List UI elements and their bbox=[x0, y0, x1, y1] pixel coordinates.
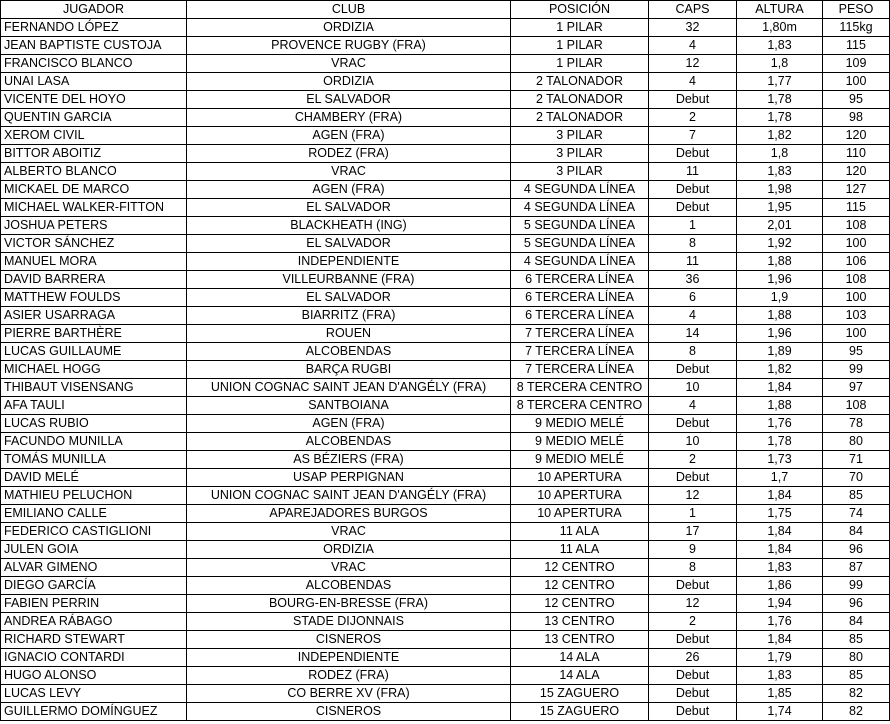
caps-cell: Debut bbox=[649, 703, 737, 721]
table-row bbox=[1, 523, 890, 541]
caps-cell: 9 bbox=[649, 541, 737, 559]
player-name-cell: JULEN GOIA bbox=[1, 541, 187, 559]
table-row bbox=[1, 541, 890, 559]
weight-cell: 82 bbox=[823, 703, 890, 721]
position-cell: 14 ALA bbox=[511, 649, 649, 667]
weight-cell: 82 bbox=[823, 685, 890, 703]
club-cell: ALCOBENDAS bbox=[187, 343, 511, 361]
caps-cell: Debut bbox=[649, 199, 737, 217]
table-body bbox=[1, 19, 890, 721]
weight-cell: 78 bbox=[823, 415, 890, 433]
club-cell: SANTBOIANA bbox=[187, 397, 511, 415]
club-cell: EL SALVADOR bbox=[187, 289, 511, 307]
caps-cell: Debut bbox=[649, 469, 737, 487]
table-row bbox=[1, 181, 890, 199]
weight-cell: 106 bbox=[823, 253, 890, 271]
weight-cell: 84 bbox=[823, 613, 890, 631]
club-cell: PROVENCE RUGBY (FRA) bbox=[187, 37, 511, 55]
player-name-cell: IGNACIO CONTARDI bbox=[1, 649, 187, 667]
player-name-cell: DAVID BARRERA bbox=[1, 271, 187, 289]
height-cell: 1,76 bbox=[737, 613, 823, 631]
player-name-cell: TOMÁS MUNILLA bbox=[1, 451, 187, 469]
weight-cell: 99 bbox=[823, 577, 890, 595]
weight-cell: 71 bbox=[823, 451, 890, 469]
player-name-cell: PIERRE BARTHÈRE bbox=[1, 325, 187, 343]
club-cell: AS BÉZIERS (FRA) bbox=[187, 451, 511, 469]
caps-cell: 4 bbox=[649, 397, 737, 415]
club-cell: ALCOBENDAS bbox=[187, 577, 511, 595]
player-name-cell: MICKAEL DE MARCO bbox=[1, 181, 187, 199]
weight-cell: 115kg bbox=[823, 19, 890, 37]
caps-cell: 32 bbox=[649, 19, 737, 37]
weight-cell: 80 bbox=[823, 433, 890, 451]
height-cell: 1,77 bbox=[737, 73, 823, 91]
weight-cell: 96 bbox=[823, 541, 890, 559]
position-cell: 15 ZAGUERO bbox=[511, 703, 649, 721]
caps-cell: 10 bbox=[649, 433, 737, 451]
position-cell: 3 PILAR bbox=[511, 127, 649, 145]
table-row bbox=[1, 667, 890, 685]
weight-cell: 87 bbox=[823, 559, 890, 577]
weight-cell: 95 bbox=[823, 343, 890, 361]
table-row bbox=[1, 559, 890, 577]
column-header-club: CLUB bbox=[187, 1, 511, 19]
caps-cell: 10 bbox=[649, 379, 737, 397]
player-name-cell: LUCAS LEVY bbox=[1, 685, 187, 703]
caps-cell: 6 bbox=[649, 289, 737, 307]
player-name-cell: ALVAR GIMENO bbox=[1, 559, 187, 577]
player-name-cell: VICENTE DEL HOYO bbox=[1, 91, 187, 109]
weight-cell: 97 bbox=[823, 379, 890, 397]
table-row bbox=[1, 415, 890, 433]
position-cell: 2 TALONADOR bbox=[511, 91, 649, 109]
height-cell: 1,89 bbox=[737, 343, 823, 361]
caps-cell: Debut bbox=[649, 91, 737, 109]
table-row bbox=[1, 397, 890, 415]
position-cell: 6 TERCERA LÍNEA bbox=[511, 307, 649, 325]
table-row bbox=[1, 37, 890, 55]
position-cell: 12 CENTRO bbox=[511, 559, 649, 577]
club-cell: ROUEN bbox=[187, 325, 511, 343]
player-name-cell: JOSHUA PETERS bbox=[1, 217, 187, 235]
player-name-cell: FEDERICO CASTIGLIONI bbox=[1, 523, 187, 541]
weight-cell: 100 bbox=[823, 289, 890, 307]
position-cell: 2 TALONADOR bbox=[511, 109, 649, 127]
weight-cell: 85 bbox=[823, 631, 890, 649]
height-cell: 1,73 bbox=[737, 451, 823, 469]
club-cell: CISNEROS bbox=[187, 631, 511, 649]
club-cell: ORDIZIA bbox=[187, 73, 511, 91]
height-cell: 1,74 bbox=[737, 703, 823, 721]
position-cell: 5 SEGUNDA LÍNEA bbox=[511, 235, 649, 253]
height-cell: 1,78 bbox=[737, 433, 823, 451]
position-cell: 11 ALA bbox=[511, 541, 649, 559]
caps-cell: 2 bbox=[649, 613, 737, 631]
height-cell: 1,83 bbox=[737, 163, 823, 181]
caps-cell: Debut bbox=[649, 361, 737, 379]
player-name-cell: GUILLERMO DOMÍNGUEZ bbox=[1, 703, 187, 721]
player-name-cell: AFA TAULI bbox=[1, 397, 187, 415]
club-cell: CHAMBERY (FRA) bbox=[187, 109, 511, 127]
column-header-altura: ALTURA bbox=[737, 1, 823, 19]
height-cell: 1,85 bbox=[737, 685, 823, 703]
table-row bbox=[1, 613, 890, 631]
position-cell: 7 TERCERA LÍNEA bbox=[511, 343, 649, 361]
caps-cell: 12 bbox=[649, 487, 737, 505]
caps-cell: Debut bbox=[649, 667, 737, 685]
position-cell: 10 APERTURA bbox=[511, 469, 649, 487]
weight-cell: 95 bbox=[823, 91, 890, 109]
position-cell: 8 TERCERA CENTRO bbox=[511, 397, 649, 415]
position-cell: 10 APERTURA bbox=[511, 487, 649, 505]
height-cell: 1,83 bbox=[737, 559, 823, 577]
weight-cell: 100 bbox=[823, 73, 890, 91]
player-name-cell: LUCAS RUBIO bbox=[1, 415, 187, 433]
height-cell: 1,98 bbox=[737, 181, 823, 199]
table-row bbox=[1, 649, 890, 667]
weight-cell: 100 bbox=[823, 325, 890, 343]
height-cell: 1,84 bbox=[737, 487, 823, 505]
caps-cell: Debut bbox=[649, 415, 737, 433]
position-cell: 15 ZAGUERO bbox=[511, 685, 649, 703]
column-header-caps: CAPS bbox=[649, 1, 737, 19]
height-cell: 1,88 bbox=[737, 253, 823, 271]
club-cell: CO BERRE XV (FRA) bbox=[187, 685, 511, 703]
height-cell: 1,96 bbox=[737, 325, 823, 343]
table-row bbox=[1, 289, 890, 307]
weight-cell: 108 bbox=[823, 271, 890, 289]
player-name-cell: ANDREA RÁBAGO bbox=[1, 613, 187, 631]
weight-cell: 100 bbox=[823, 235, 890, 253]
caps-cell: 8 bbox=[649, 343, 737, 361]
height-cell: 1,9 bbox=[737, 289, 823, 307]
club-cell: INDEPENDIENTE bbox=[187, 649, 511, 667]
club-cell: UNION COGNAC SAINT JEAN D'ANGÉLY (FRA) bbox=[187, 379, 511, 397]
position-cell: 12 CENTRO bbox=[511, 577, 649, 595]
club-cell: ORDIZIA bbox=[187, 541, 511, 559]
club-cell: VRAC bbox=[187, 559, 511, 577]
height-cell: 1,78 bbox=[737, 109, 823, 127]
position-cell: 9 MEDIO MELÉ bbox=[511, 415, 649, 433]
weight-cell: 108 bbox=[823, 397, 890, 415]
table-row bbox=[1, 469, 890, 487]
table-row bbox=[1, 433, 890, 451]
height-cell: 1,92 bbox=[737, 235, 823, 253]
caps-cell: 4 bbox=[649, 73, 737, 91]
player-name-cell: UNAI LASA bbox=[1, 73, 187, 91]
weight-cell: 84 bbox=[823, 523, 890, 541]
table-row bbox=[1, 505, 890, 523]
position-cell: 4 SEGUNDA LÍNEA bbox=[511, 181, 649, 199]
club-cell: EL SALVADOR bbox=[187, 199, 511, 217]
height-cell: 1,79 bbox=[737, 649, 823, 667]
table-row bbox=[1, 73, 890, 91]
club-cell: AGEN (FRA) bbox=[187, 181, 511, 199]
position-cell: 1 PILAR bbox=[511, 37, 649, 55]
caps-cell: 8 bbox=[649, 559, 737, 577]
player-name-cell: ALBERTO BLANCO bbox=[1, 163, 187, 181]
height-cell: 1,88 bbox=[737, 397, 823, 415]
club-cell: BLACKHEATH (ING) bbox=[187, 217, 511, 235]
table-row bbox=[1, 451, 890, 469]
caps-cell: Debut bbox=[649, 145, 737, 163]
height-cell: 2,01 bbox=[737, 217, 823, 235]
player-name-cell: MANUEL MORA bbox=[1, 253, 187, 271]
table-row bbox=[1, 379, 890, 397]
table-row bbox=[1, 703, 890, 721]
club-cell: ALCOBENDAS bbox=[187, 433, 511, 451]
player-name-cell: LUCAS GUILLAUME bbox=[1, 343, 187, 361]
weight-cell: 85 bbox=[823, 667, 890, 685]
height-cell: 1,8 bbox=[737, 55, 823, 73]
table-row bbox=[1, 631, 890, 649]
position-cell: 7 TERCERA LÍNEA bbox=[511, 325, 649, 343]
club-cell: UNION COGNAC SAINT JEAN D'ANGÉLY (FRA) bbox=[187, 487, 511, 505]
table-row bbox=[1, 307, 890, 325]
height-cell: 1,7 bbox=[737, 469, 823, 487]
height-cell: 1,84 bbox=[737, 631, 823, 649]
club-cell: BARÇA RUGBI bbox=[187, 361, 511, 379]
position-cell: 12 CENTRO bbox=[511, 595, 649, 613]
height-cell: 1,83 bbox=[737, 37, 823, 55]
player-name-cell: EMILIANO CALLE bbox=[1, 505, 187, 523]
club-cell: STADE DIJONNAIS bbox=[187, 613, 511, 631]
player-name-cell: MATHIEU PELUCHON bbox=[1, 487, 187, 505]
player-name-cell: HUGO ALONSO bbox=[1, 667, 187, 685]
weight-cell: 74 bbox=[823, 505, 890, 523]
caps-cell: 26 bbox=[649, 649, 737, 667]
table-row bbox=[1, 199, 890, 217]
table-row bbox=[1, 271, 890, 289]
club-cell: VILLEURBANNE (FRA) bbox=[187, 271, 511, 289]
caps-cell: Debut bbox=[649, 181, 737, 199]
player-name-cell: MICHAEL WALKER-FITTON bbox=[1, 199, 187, 217]
table-row bbox=[1, 145, 890, 163]
caps-cell: 1 bbox=[649, 217, 737, 235]
caps-cell: Debut bbox=[649, 577, 737, 595]
caps-cell: Debut bbox=[649, 685, 737, 703]
height-cell: 1,96 bbox=[737, 271, 823, 289]
position-cell: 9 MEDIO MELÉ bbox=[511, 433, 649, 451]
height-cell: 1,84 bbox=[737, 541, 823, 559]
position-cell: 8 TERCERA CENTRO bbox=[511, 379, 649, 397]
caps-cell: 8 bbox=[649, 235, 737, 253]
caps-cell: 12 bbox=[649, 55, 737, 73]
weight-cell: 115 bbox=[823, 37, 890, 55]
height-cell: 1,88 bbox=[737, 307, 823, 325]
table-row bbox=[1, 217, 890, 235]
caps-cell: 11 bbox=[649, 163, 737, 181]
table-row bbox=[1, 487, 890, 505]
table-row bbox=[1, 91, 890, 109]
player-name-cell: MICHAEL HOGG bbox=[1, 361, 187, 379]
position-cell: 1 PILAR bbox=[511, 19, 649, 37]
caps-cell: 4 bbox=[649, 37, 737, 55]
club-cell: BOURG-EN-BRESSE (FRA) bbox=[187, 595, 511, 613]
club-cell: CISNEROS bbox=[187, 703, 511, 721]
table-row bbox=[1, 577, 890, 595]
club-cell: EL SALVADOR bbox=[187, 235, 511, 253]
position-cell: 2 TALONADOR bbox=[511, 73, 649, 91]
caps-cell: 2 bbox=[649, 109, 737, 127]
club-cell: VRAC bbox=[187, 55, 511, 73]
height-cell: 1,8 bbox=[737, 145, 823, 163]
height-cell: 1,80m bbox=[737, 19, 823, 37]
position-cell: 5 SEGUNDA LÍNEA bbox=[511, 217, 649, 235]
player-name-cell: FACUNDO MUNILLA bbox=[1, 433, 187, 451]
height-cell: 1,76 bbox=[737, 415, 823, 433]
column-header-peso: PESO bbox=[823, 1, 890, 19]
table-row bbox=[1, 253, 890, 271]
position-cell: 10 APERTURA bbox=[511, 505, 649, 523]
weight-cell: 98 bbox=[823, 109, 890, 127]
weight-cell: 99 bbox=[823, 361, 890, 379]
height-cell: 1,95 bbox=[737, 199, 823, 217]
club-cell: APAREJADORES BURGOS bbox=[187, 505, 511, 523]
player-name-cell: RICHARD STEWART bbox=[1, 631, 187, 649]
club-cell: VRAC bbox=[187, 163, 511, 181]
caps-cell: 1 bbox=[649, 505, 737, 523]
club-cell: RODEZ (FRA) bbox=[187, 667, 511, 685]
weight-cell: 103 bbox=[823, 307, 890, 325]
table-row bbox=[1, 55, 890, 73]
height-cell: 1,86 bbox=[737, 577, 823, 595]
player-name-cell: MATTHEW FOULDS bbox=[1, 289, 187, 307]
caps-cell: Debut bbox=[649, 631, 737, 649]
table-row bbox=[1, 109, 890, 127]
caps-cell: 2 bbox=[649, 451, 737, 469]
player-name-cell: JEAN BAPTISTE CUSTOJA bbox=[1, 37, 187, 55]
position-cell: 9 MEDIO MELÉ bbox=[511, 451, 649, 469]
caps-cell: 4 bbox=[649, 307, 737, 325]
player-name-cell: VICTOR SÁNCHEZ bbox=[1, 235, 187, 253]
height-cell: 1,83 bbox=[737, 667, 823, 685]
column-header-jugador: JUGADOR bbox=[1, 1, 187, 19]
weight-cell: 108 bbox=[823, 217, 890, 235]
weight-cell: 85 bbox=[823, 487, 890, 505]
caps-cell: 14 bbox=[649, 325, 737, 343]
player-name-cell: DAVID MELÉ bbox=[1, 469, 187, 487]
table-row bbox=[1, 361, 890, 379]
player-name-cell: DIEGO GARCÍA bbox=[1, 577, 187, 595]
table-row bbox=[1, 235, 890, 253]
table-row bbox=[1, 595, 890, 613]
position-cell: 4 SEGUNDA LÍNEA bbox=[511, 199, 649, 217]
club-cell: AGEN (FRA) bbox=[187, 415, 511, 433]
position-cell: 6 TERCERA LÍNEA bbox=[511, 289, 649, 307]
weight-cell: 120 bbox=[823, 127, 890, 145]
position-cell: 1 PILAR bbox=[511, 55, 649, 73]
caps-cell: 17 bbox=[649, 523, 737, 541]
table-row bbox=[1, 127, 890, 145]
club-cell: INDEPENDIENTE bbox=[187, 253, 511, 271]
caps-cell: 7 bbox=[649, 127, 737, 145]
club-cell: USAP PERPIGNAN bbox=[187, 469, 511, 487]
player-name-cell: BITTOR ABOITIZ bbox=[1, 145, 187, 163]
position-cell: 4 SEGUNDA LÍNEA bbox=[511, 253, 649, 271]
player-name-cell: FRANCISCO BLANCO bbox=[1, 55, 187, 73]
table-row bbox=[1, 343, 890, 361]
caps-cell: 36 bbox=[649, 271, 737, 289]
height-cell: 1,84 bbox=[737, 523, 823, 541]
height-cell: 1,78 bbox=[737, 91, 823, 109]
weight-cell: 80 bbox=[823, 649, 890, 667]
position-cell: 7 TERCERA LÍNEA bbox=[511, 361, 649, 379]
position-cell: 14 ALA bbox=[511, 667, 649, 685]
weight-cell: 96 bbox=[823, 595, 890, 613]
club-cell: AGEN (FRA) bbox=[187, 127, 511, 145]
weight-cell: 110 bbox=[823, 145, 890, 163]
height-cell: 1,94 bbox=[737, 595, 823, 613]
position-cell: 3 PILAR bbox=[511, 145, 649, 163]
club-cell: RODEZ (FRA) bbox=[187, 145, 511, 163]
height-cell: 1,82 bbox=[737, 361, 823, 379]
height-cell: 1,75 bbox=[737, 505, 823, 523]
weight-cell: 120 bbox=[823, 163, 890, 181]
position-cell: 3 PILAR bbox=[511, 163, 649, 181]
position-cell: 13 CENTRO bbox=[511, 613, 649, 631]
table-row bbox=[1, 163, 890, 181]
player-name-cell: QUENTIN GARCIA bbox=[1, 109, 187, 127]
player-name-cell: FABIEN PERRIN bbox=[1, 595, 187, 613]
table-row bbox=[1, 685, 890, 703]
height-cell: 1,82 bbox=[737, 127, 823, 145]
club-cell: EL SALVADOR bbox=[187, 91, 511, 109]
position-cell: 6 TERCERA LÍNEA bbox=[511, 271, 649, 289]
position-cell: 13 CENTRO bbox=[511, 631, 649, 649]
caps-cell: 11 bbox=[649, 253, 737, 271]
club-cell: BIARRITZ (FRA) bbox=[187, 307, 511, 325]
table-row bbox=[1, 325, 890, 343]
weight-cell: 127 bbox=[823, 181, 890, 199]
player-name-cell: XEROM CIVIL bbox=[1, 127, 187, 145]
club-cell: ORDIZIA bbox=[187, 19, 511, 37]
player-name-cell: THIBAUT VISENSANG bbox=[1, 379, 187, 397]
position-cell: 11 ALA bbox=[511, 523, 649, 541]
weight-cell: 70 bbox=[823, 469, 890, 487]
player-name-cell: ASIER USARRAGA bbox=[1, 307, 187, 325]
weight-cell: 115 bbox=[823, 199, 890, 217]
club-cell: VRAC bbox=[187, 523, 511, 541]
table-row bbox=[1, 19, 890, 37]
weight-cell: 109 bbox=[823, 55, 890, 73]
height-cell: 1,84 bbox=[737, 379, 823, 397]
header-row bbox=[1, 1, 890, 19]
player-name-cell: FERNANDO LÓPEZ bbox=[1, 19, 187, 37]
column-header-posicion: POSICIÓN bbox=[511, 1, 649, 19]
caps-cell: 12 bbox=[649, 595, 737, 613]
